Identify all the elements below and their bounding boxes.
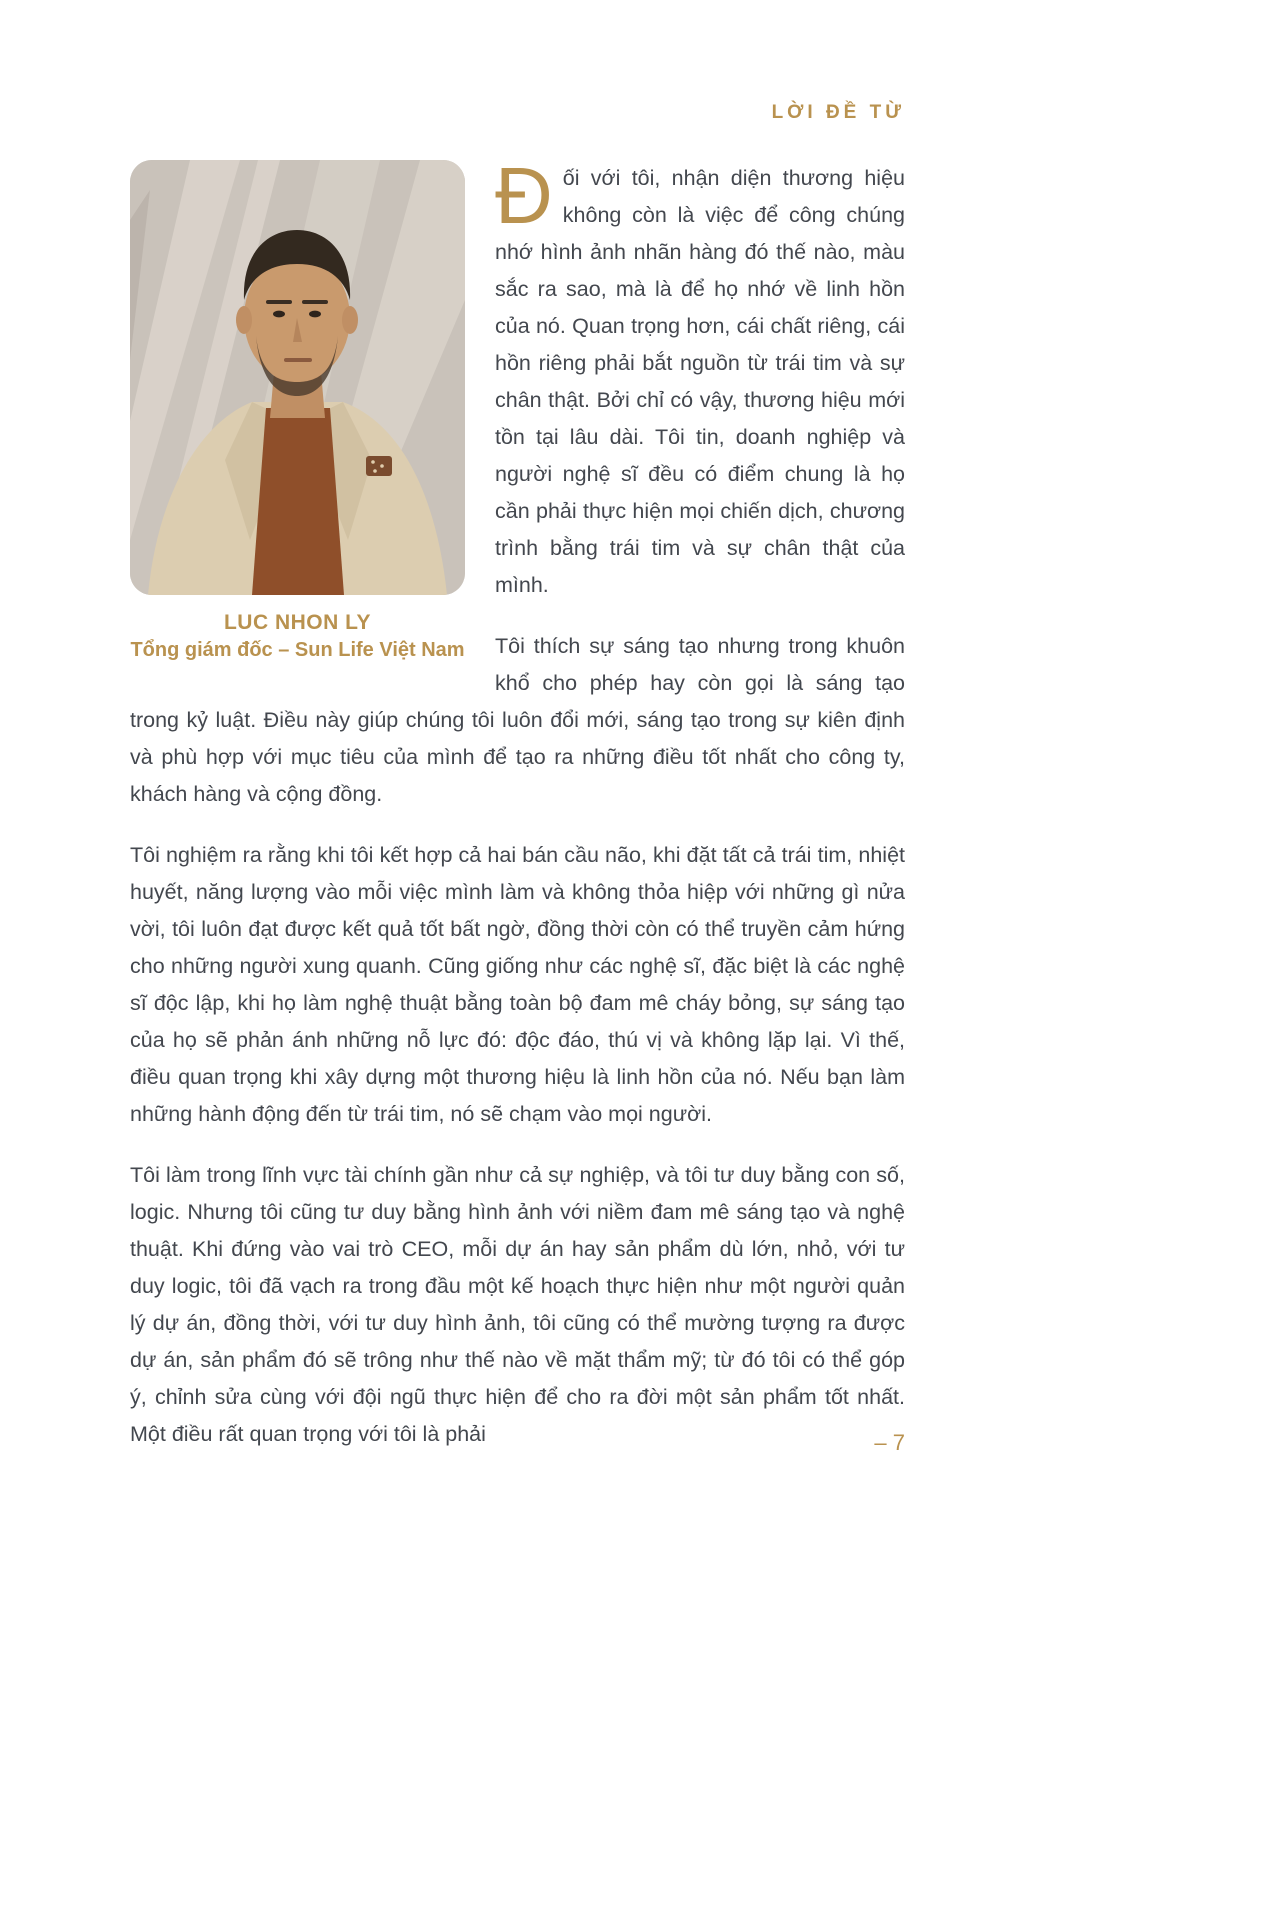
- page-content: [130, 151, 905, 1477]
- portrait-illustration: [130, 160, 465, 595]
- page-number: – 7: [874, 1430, 905, 1455]
- running-head: [130, 102, 905, 124]
- paragraph-1-text: ối với tôi, nhận diện thương hiệu không còn là việc để công chúng nhớ hình ảnh nhãn hàng đó thế nào, màu sắc ra sao, mà là để họ nhớ về linh hồn của nó. Quan trọng hơn, cái chất riêng, cái hồn riêng phải bắt nguồn từ trái tim và sự chân thật. Bởi chỉ có vậy, thương hiệu mới tồn tại lâu dài. Tôi tin, doanh nghiệp và người nghệ sĩ đều có điểm chung là họ cần phải thực hiện mọi chiến dịch, chương trình bằng trái tim và sự chân thật của mình.: [495, 166, 905, 597]
- portrait-caption-title: Tổng giám đốc – Sun Life Việt Nam: [130, 639, 465, 661]
- paragraph-3: Tôi nghiệm ra rằng khi tôi kết hợp cả hai bán cầu não, khi đặt tất cả trái tim, nhiệt huyết, năng lượng vào mỗi việc mình làm và không thỏa hiệp với những gì nửa vời, tôi luôn đạt được kết quả tốt bất ngờ, đồng thời còn có thể truyền cảm hứng cho những người xung quanh. Cũng giống như các nghệ sĩ, đặc biệt là các nghệ sĩ độc lập, khi họ làm nghệ thuật bằng toàn bộ đam mê cháy bỏng, sự sáng tạo của họ sẽ phản ánh những nỗ lực đó: độc đáo, thú vị và không lặp lại. Vì thế, điều quan trọng khi xây dựng một thương hiệu là linh hồn của nó. Nếu bạn làm những hành động đến từ trái tim, nó sẽ chạm vào mọi người.: [130, 843, 905, 1126]
- drop-cap: Đ: [495, 151, 553, 240]
- paragraph-4: Tôi làm trong lĩnh vực tài chính gần như cả sự nghiệp, và tôi tư duy bằng con số, logic. Nhưng tôi cũng tư duy bằng hình ảnh với niềm đam mê sáng tạo và nghệ thuật. Khi đứng vào vai trò CEO, mỗi dự án hay sản phẩm dù lớn, nhỏ, với tư duy logic, tôi đã vạch ra trong đầu một kế hoạch thực hiện như một người quản lý dự án, đồng thời, với tư duy hình ảnh, tôi cũng có thể mường tượng ra được dự án, sản phẩm đó sẽ trông như thế nào về mặt thẩm mỹ; từ đó tôi có thể góp ý, chỉnh sửa cùng với đội ngũ thực hiện để cho ra đời một sản phẩm tốt nhất. Một điều rất quan trọng với tôi là phải: [130, 1163, 905, 1446]
- running-head-title: LỜI ĐỀ TỪ: [771, 102, 905, 123]
- paragraph-2: Tôi thích sự sáng tạo nhưng trong khuôn khổ cho phép hay còn gọi là sáng tạo trong kỷ luật. Điều này giúp chúng tôi luôn đổi mới, sáng tạo trong sự kiên định và phù hợp với mục tiêu của mình để tạo ra những điều tốt nhất cho công ty, khách hàng và cộng đồng.: [130, 634, 905, 806]
- portrait-caption-name: LUC NHON LY: [223, 611, 372, 634]
- portrait-block: [130, 160, 465, 662]
- portrait-photo: [130, 160, 465, 595]
